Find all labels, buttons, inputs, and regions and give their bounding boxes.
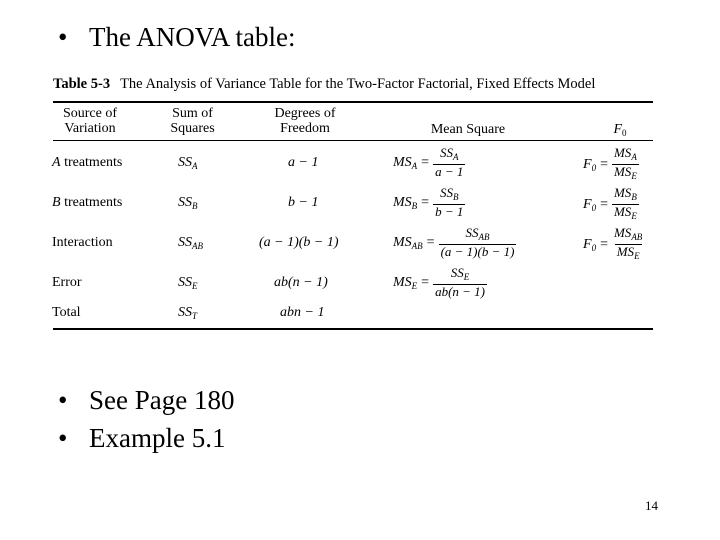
row-total-ss — [178, 305, 197, 321]
header-df — [255, 106, 355, 136]
header-ss — [155, 106, 230, 136]
slide-title-text: The ANOVA table: — [89, 22, 296, 52]
row-ab-ms-lhs-sub: AB — [411, 240, 423, 251]
row-a-f-formula: $F_0$ = $\frac{MS_A}{MS_E}$ — [583, 145, 637, 181]
header-f-sub: 0 — [622, 128, 627, 138]
row-b-ss-sub: B — [192, 201, 198, 211]
bullet-see-page — [58, 385, 234, 416]
row-a-f-den: MS — [613, 164, 632, 179]
row-b-f-num-sub: B — [631, 192, 637, 202]
row-a-f-den-sub: E — [631, 171, 637, 181]
row-error-ms-lhs: MS — [393, 274, 412, 290]
header-ms: Mean Square — [430, 122, 506, 137]
row-b-ms-lhs: MS — [393, 194, 412, 210]
row-error-source-text: Error — [52, 275, 82, 290]
row-ab-f-formula: $F_0$ = $\frac{MS_{AB}}{MS_E}$ — [583, 225, 643, 261]
row-error-ms-den: ab(n − 1) — [435, 284, 486, 299]
row-a-ms-lhs-sub: A — [411, 160, 418, 171]
header-ss-line2: Squares — [170, 121, 215, 136]
header-df-line1: Degrees of — [274, 106, 336, 121]
row-a-ms-den: a − 1 — [435, 164, 464, 179]
row-b-f-formula: $F_0$ = $\frac{MS_B}{MS_E}$ — [583, 185, 637, 221]
row-b-ms-formula: $MS_B$ = $\frac{SS_B}{b - 1}$ — [393, 185, 464, 219]
row-b-ms-num-sub: B — [452, 192, 459, 202]
row-ab-f-den-sub: E — [634, 251, 640, 261]
table-label: Table 5-3 — [53, 76, 111, 92]
header-rule — [53, 140, 653, 141]
row-b-ms-num: SS — [439, 185, 453, 200]
row-b-ms-lhs-sub: B — [411, 200, 418, 211]
page-number: 14 — [645, 498, 658, 513]
row-a-ss-text: SS — [178, 155, 192, 170]
header-f-letter: F — [613, 122, 623, 137]
row-error-ms-lhs-sub: E — [411, 280, 418, 291]
header-df-line2: Freedom — [280, 121, 330, 136]
row-ab-ms-den: (a − 1)(b − 1) — [440, 244, 515, 259]
row-a-f-num-sub: A — [631, 152, 637, 162]
row-b-ms-den: b − 1 — [435, 204, 464, 219]
slide-title — [58, 22, 295, 53]
header-source — [50, 106, 130, 136]
row-ab-ms-num: SS — [465, 225, 479, 240]
bullet-icon: • — [58, 22, 68, 52]
row-total-source-text: Total — [52, 305, 81, 320]
row-b-f-den: MS — [613, 204, 632, 219]
row-total-ss-sub: T — [192, 311, 198, 321]
row-b-source — [52, 195, 122, 211]
header-ss-line1: Sum of — [172, 106, 213, 121]
row-b-f-num: MS — [613, 185, 632, 200]
row-ab-f-num: MS — [613, 225, 632, 240]
row-a-ms-lhs: MS — [393, 154, 412, 170]
row-a-df: a − 1 — [288, 155, 319, 170]
header-source-line2: Variation — [64, 121, 116, 136]
row-b-source-letter: B — [52, 195, 61, 210]
row-ab-f-num-sub: AB — [631, 232, 643, 242]
row-b-ss-text: SS — [178, 195, 192, 210]
row-error-ms-num-sub: E — [463, 272, 470, 282]
row-ab-f-lhs: F — [583, 236, 592, 252]
row-a-ss — [178, 155, 198, 171]
table-top-rule — [53, 101, 653, 103]
row-ab-source — [52, 235, 113, 251]
header-source-line1: Source of — [62, 106, 118, 121]
row-b-df: b − 1 — [288, 195, 319, 210]
row-b-source-text: treatments — [60, 195, 123, 210]
row-ab-ms-formula: $MS_{AB}$ = $\frac{SS_{AB}}{(a - 1)(b - 1)}$ — [393, 225, 515, 259]
row-ab-f-lhs-sub: 0 — [591, 242, 597, 253]
row-ab-ms-num-sub: AB — [478, 232, 490, 242]
row-b-f-den-sub: E — [631, 211, 637, 221]
bullet-icon: • — [58, 385, 68, 415]
bullet-example-text: Example 5.1 — [89, 423, 226, 453]
row-error-ss-text: SS — [178, 275, 192, 290]
row-a-f-num: MS — [613, 145, 632, 160]
row-error-ss — [178, 275, 198, 291]
row-total-ss-text: SS — [178, 305, 192, 320]
row-error-ms-num: SS — [450, 265, 464, 280]
row-error-source — [52, 275, 82, 291]
bullet-example — [58, 423, 225, 454]
row-ab-ss-sub: AB — [192, 241, 203, 251]
bullet-icon: • — [58, 423, 68, 453]
row-a-source-letter: A — [52, 155, 61, 170]
row-ab-source-text: Interaction — [52, 235, 113, 250]
row-a-ms-num-sub: A — [452, 152, 459, 162]
row-ab-df: (a − 1)(b − 1) — [259, 235, 339, 250]
row-a-source-text: treatments — [60, 155, 123, 170]
row-a-ms-num: SS — [439, 145, 453, 160]
row-total-source — [52, 305, 81, 321]
row-a-ms-formula: $MS_A$ = $\frac{SS_A}{a - 1}$ — [393, 145, 464, 179]
row-ab-f-den: MS — [616, 244, 635, 259]
row-b-f-lhs-sub: 0 — [591, 202, 597, 213]
row-b-f-lhs: F — [583, 196, 592, 212]
row-error-df: ab(n − 1) — [274, 275, 328, 290]
row-total-df: abn − 1 — [280, 305, 325, 320]
row-ab-ms-lhs: MS — [393, 234, 412, 250]
header-f — [600, 122, 640, 141]
row-a-source — [52, 155, 122, 171]
row-error-ss-sub: E — [192, 281, 198, 291]
table-caption-text: The Analysis of Variance Table for the Two-Factor Factorial, Fixed Effects Model — [120, 76, 596, 92]
row-a-f-lhs-sub: 0 — [591, 162, 597, 173]
table-bottom-rule — [53, 328, 653, 330]
row-ab-ss-text: SS — [178, 235, 192, 250]
row-a-f-lhs: F — [583, 156, 592, 172]
row-b-ss — [178, 195, 198, 211]
row-error-ms-formula: $MS_E$ = $\frac{SS_E}{ab(n - 1)}$ — [393, 265, 486, 299]
row-a-ss-sub: A — [192, 161, 198, 171]
table-caption — [53, 76, 653, 93]
bullet-see-page-text: See Page 180 — [89, 385, 235, 415]
row-ab-ss — [178, 235, 203, 251]
